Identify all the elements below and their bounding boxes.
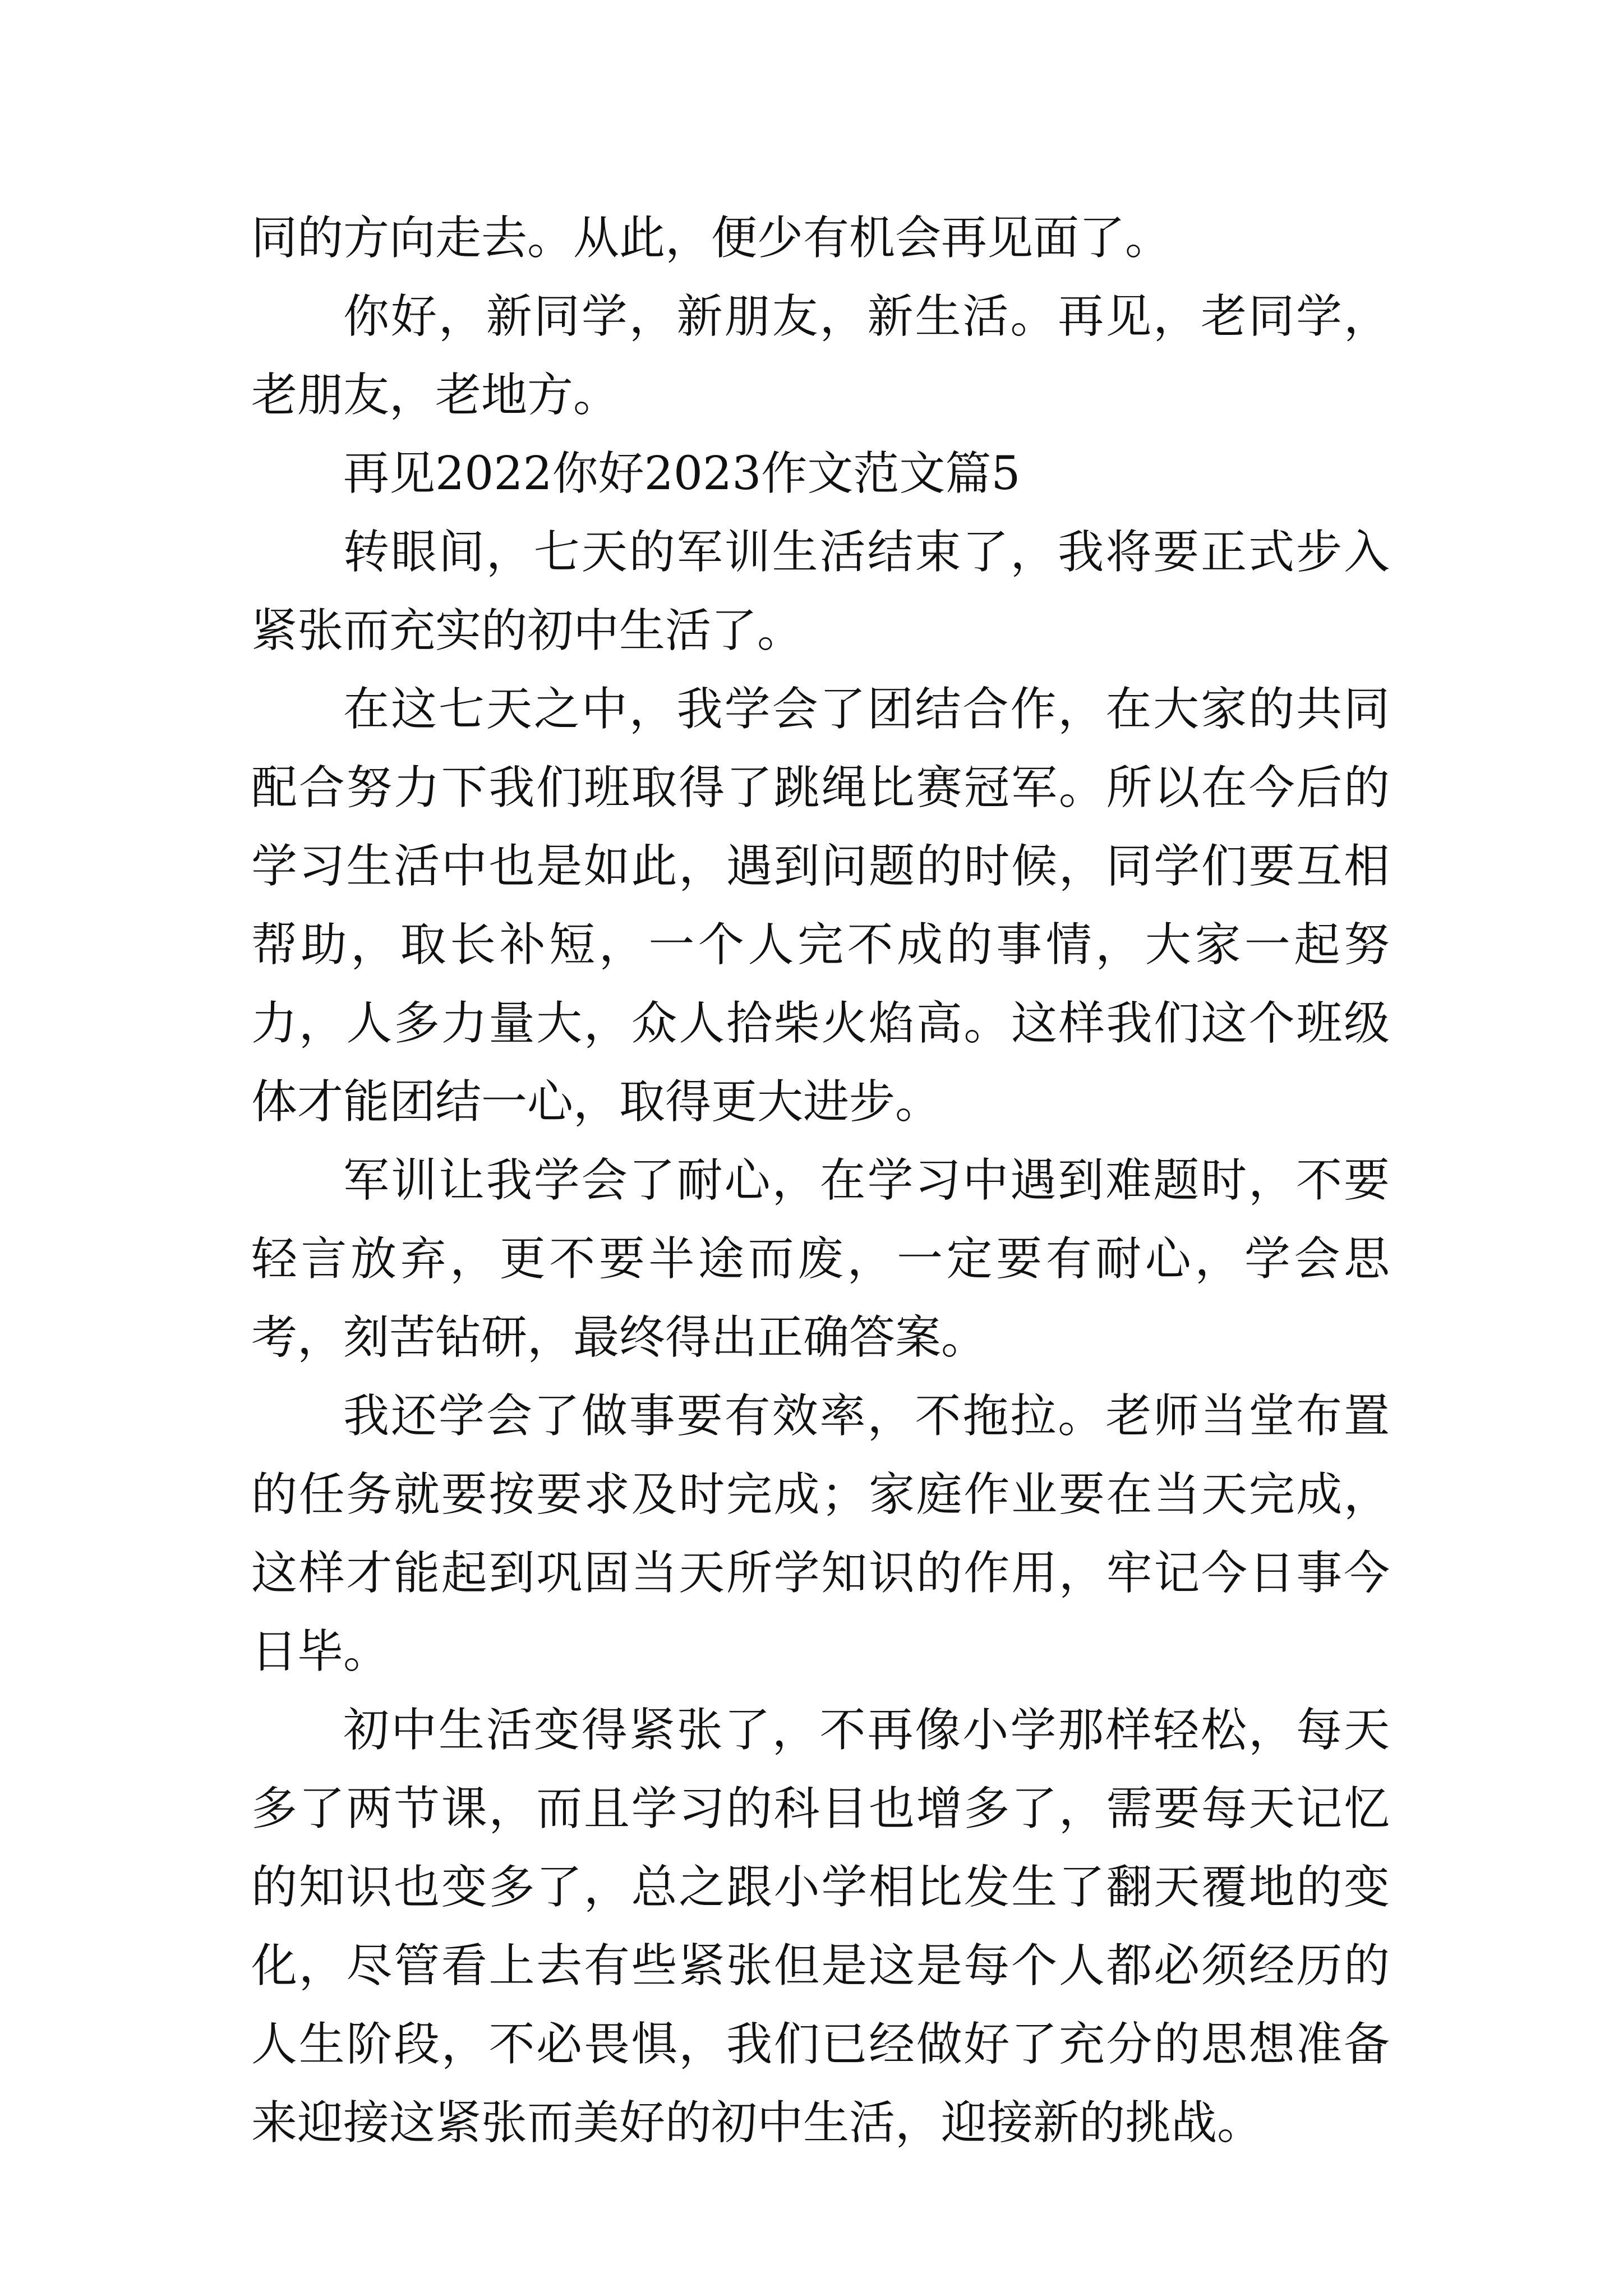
paragraph-intro: 转眼间，七天的军训生活结束了，我将要正式步入紧张而充实的初中生活了。	[251, 526, 1390, 657]
paragraph-continuation: 同的方向走去。从此，便少有机会再见面了。	[251, 211, 1172, 265]
paragraph-patience: 军训让我学会了耐心，在学习中遇到难题时，不要轻言放弃，更不要半途而废，一定要有耐心，学会思考，刻苦钻研，最终得出正确答案。	[251, 1154, 1390, 1364]
paragraph-middle-school: 初中生活变得紧张了，不再像小学那样轻松，每天多了两节课，而且学习的科目也增多了，需要每天记忆的知识也变多了，总之跟小学相比发生了翻天覆地的变化，尽管看上去有些紧张但是这是每个人都必须经历的人生阶段，不必畏惧，我们已经做好了充分的思想准备来迎接这紧张而美好的初中生活，迎接新的挑战。	[251, 1704, 1390, 2150]
section-heading: 再见2022你好2023作文范文篇5	[343, 447, 1021, 500]
paragraph-teamwork: 在这七天之中，我学会了团结合作，在大家的共同配合努力下我们班取得了跳绳比赛冠军。所以在今后的学习生活中也是如此，遇到问题的时候，同学们要互相帮助，取长补短，一个人完不成的事情，大家一起努力，人多力量大，众人拾柴火焰高。这样我们这个班级体才能团结一心，取得更大进步。	[251, 683, 1390, 1129]
paragraph-greeting: 你好，新同学，新朋友，新生活。再见，老同学，老朋友，老地方。	[251, 290, 1390, 422]
paragraph-efficiency: 我还学会了做事要有效率，不拖拉。老师当堂布置的任务就要按要求及时完成；家庭作业要在当天完成，这样才能起到巩固当天所学知识的作用，牢记今日事今日毕。	[251, 1389, 1390, 1678]
document-body	[251, 199, 1390, 2162]
